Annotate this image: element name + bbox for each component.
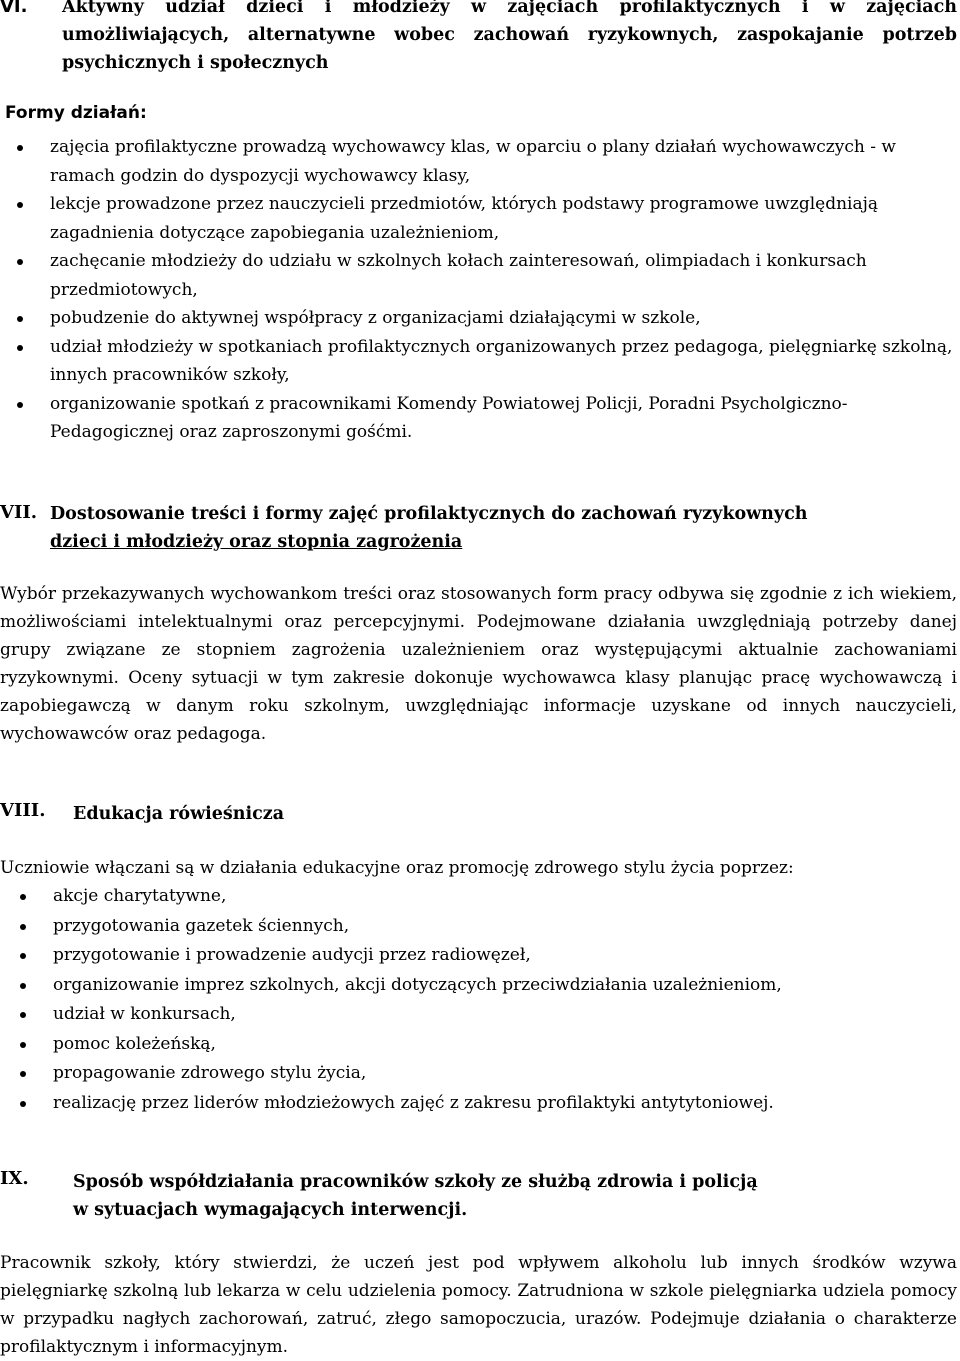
list-item: organizowanie imprez szkolnych, akcji dotyczących przeciwdziałania uzależnieniom, <box>53 971 960 1001</box>
section-7-title-line-1: Dostosowanie treści i formy zajęć profilaktycznych do zachowań ryzykownych <box>50 504 808 524</box>
list-item: zachęcanie młodzieży do udziału w szkolnych kołach zainteresowań, olimpiadach i konkursach przedmiotowych, <box>50 247 960 304</box>
list-item: udział młodzieży w spotkaniach profilaktycznych organizowanych przez pedagoga, pielęgniarkę szkolną, innych pracowników szkoły, <box>50 333 960 390</box>
list-item: pomoc koleżeńską, <box>53 1030 960 1060</box>
list-item: propagowanie zdrowego stylu życia, <box>53 1059 960 1089</box>
list-item: realizację przez liderów młodzieżowych zajęć z zakresu profilaktyki antytytoniowej. <box>53 1089 960 1119</box>
section-9-title-line-1: Sposób współdziałania pracowników szkoły ze służbą zdrowia i policją <box>73 1172 758 1192</box>
section-9-heading <box>0 1168 957 1224</box>
section-8-list <box>53 882 960 1118</box>
list-item: lekcje prowadzone przez nauczycieli przedmiotów, których podstawy programowe uwzględniają zagadnienia dotyczące zapobiegania uzależnieniom, <box>50 190 960 247</box>
list-item: udział w konkursach, <box>53 1000 960 1030</box>
section-8-title: Edukacja rówieśnicza <box>73 804 285 824</box>
list-item: przygotowania gazetek ściennych, <box>53 912 960 942</box>
section-9-number: IX. <box>0 1168 29 1189</box>
section-8-intro: Uczniowie włączani są w działania edukacyjne oraz promocję zdrowego stylu życia poprzez: <box>0 858 794 878</box>
list-item: pobudzenie do aktywnej współpracy z organizacjami działającymi w szkole, <box>50 304 960 333</box>
section-6-heading <box>0 0 957 77</box>
section-9-title-line-2: w sytuacjach wymagających interwencji. <box>73 1200 468 1220</box>
list-item: organizowanie spotkań z pracownikami Komendy Powiatowej Policji, Poradni Psycholgiczno-Pedagogicznej oraz zaproszonymi gośćmi. <box>50 390 960 447</box>
section-7-number: VII. <box>0 502 38 523</box>
section-9-paragraph: Pracownik szkoły, który stwierdzi, że uczeń jest pod wpływem alkoholu lub innych środków wzywa pielęgniarkę szkolną lub lekarza w celu udzielenia pomocy. Zatrudniona w szkole pielęgniarka udziela pomocy w przypadku nagłych zachorowań, zatruć, złego samopoczucia, urazów. Podejmuje działania o charakterze profilaktycznym i informacyjnym. <box>0 1253 957 1357</box>
list-item: przygotowanie i prowadzenie audycji przez radiowęzeł, <box>53 941 960 971</box>
forms-label: Formy działań: <box>5 103 147 123</box>
section-7-paragraph: Wybór przekazywanych wychowankom treści oraz stosowanych form pracy odbywa się zgodnie z ich wiekiem, możliwościami intelektualnymi oraz percepcyjnymi. Podejmowane działania uwzględniają potrzeby danej grupy związane ze stopniem zagrożenia uzależnieniem oraz występującymi aktualnie zachowaniami ryzykownymi. Oceny sytuacji w tym zakresie dokonuje wychowawca klasy planując pracę wychowawczą i zapobiegawczą w danym roku szkolnym, uwzględniając informacje uzyskane od innych nauczycieli, wychowawców oraz pedagoga. <box>0 584 957 744</box>
section-9-title <box>73 1168 893 1224</box>
section-7-title-line-2: dzieci i młodzieży oraz stopnia zagrożenia <box>50 532 463 552</box>
list-item: akcje charytatywne, <box>53 882 960 912</box>
section-7-heading <box>0 500 957 556</box>
list-item: zajęcia profilaktyczne prowadzą wychowawcy klas, w oparciu o plany działań wychowawczych - w ramach godzin do dyspozycji wychowawcy klasy, <box>50 133 960 190</box>
section-7-title <box>50 500 900 556</box>
section-6-title: Aktywny udział dzieci i młodzieży w zajęciach profilaktycznych i w zajęciach umożliwiających, alternatywne wobec zachowań ryzykownych, zaspokajanie potrzeb psychicznych i społecznych <box>62 0 957 73</box>
section-8-heading <box>0 800 957 828</box>
section-6-list <box>50 133 960 447</box>
section-6-number: VI. <box>0 0 28 17</box>
section-8-number: VIII. <box>0 800 46 821</box>
